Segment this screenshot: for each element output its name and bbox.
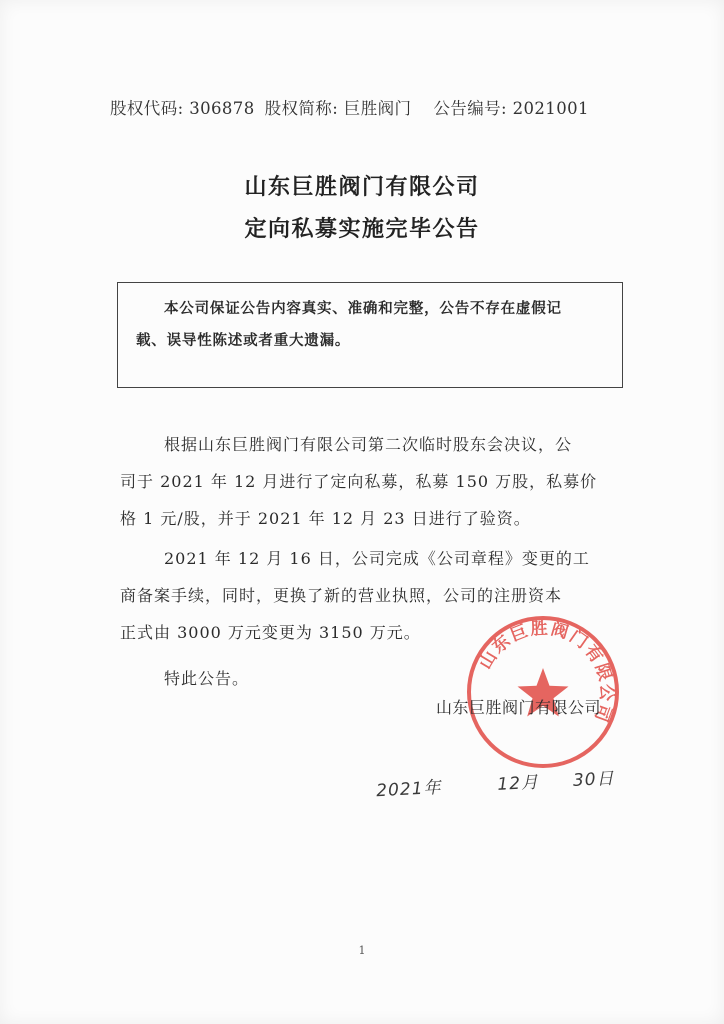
stock-code: 股权代码: 306878 [110, 99, 255, 118]
paragraph-private-placement [120, 426, 640, 537]
page-number: 1 [358, 944, 366, 957]
notice-line-2: 载、误导性陈述或者重大遗漏。 [136, 333, 351, 349]
notice-line-1: 本公司保证公告内容真实、准确和完整，公告不存在虚假记 [164, 301, 562, 317]
date-year: 2021年 [375, 777, 442, 802]
paragraph-line: 正式由 3000 万元变更为 3150 万元。 [120, 623, 421, 642]
stock-name: 股权简称: 巨胜阀门 [264, 99, 412, 118]
guarantee-notice-box [117, 282, 623, 388]
paragraph-line: 商备案手续，同时，更换了新的营业执照，公司的注册资本 [120, 586, 563, 605]
announcement-number: 公告编号: 2021001 [433, 99, 589, 118]
title-company: 山东巨胜阀门有限公司 [244, 175, 480, 200]
paragraph-line: 格 1 元/股，并于 2021 年 12 月 23 日进行了验资。 [120, 509, 531, 528]
paragraph-line: 根据山东巨胜阀门有限公司第二次临时股东会决议，公 [164, 435, 573, 454]
company-seal [463, 612, 623, 772]
date-month: 12月 [496, 772, 540, 795]
date-day: 30日 [572, 768, 616, 791]
announcement-header [110, 95, 589, 119]
closing-text: 特此公告。 [164, 669, 250, 688]
paragraph-line: 2021 年 12 月 16 日，公司完成《公司章程》变更的工 [164, 549, 590, 568]
seal-text: 山东巨胜阀门有限公司 [475, 618, 617, 727]
paragraph-line: 司于 2021 年 12 月进行了定向私募，私募 150 万股，私募价 [120, 472, 598, 491]
handwritten-date [376, 764, 616, 801]
title-announcement: 定向私募实施完毕公告 [244, 217, 480, 242]
signer-company: 山东巨胜阀门有限公司 [436, 698, 602, 717]
